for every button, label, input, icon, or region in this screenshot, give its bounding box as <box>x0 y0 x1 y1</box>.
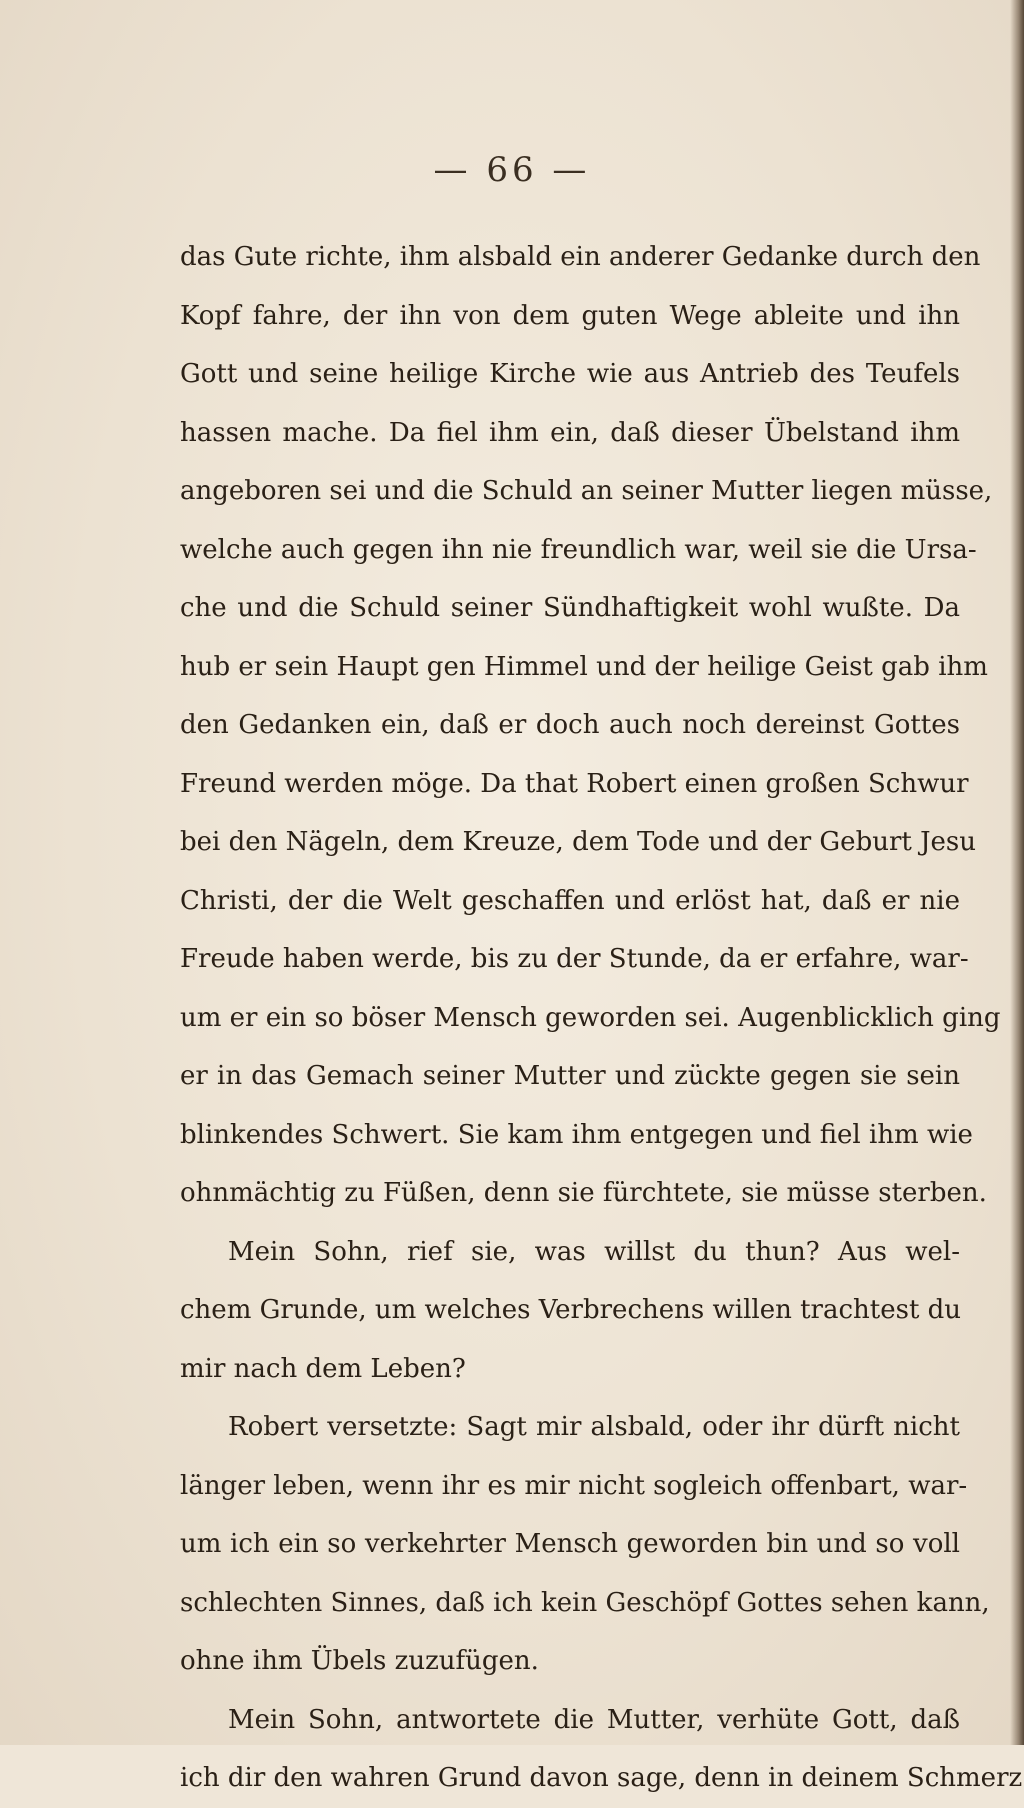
text-line: chem Grunde, um welches Verbrechens willen trachtest du <box>180 1295 962 1325</box>
text-line: Christi, der die Welt geschaffen und erlöst hat, daß er nie <box>180 885 960 916</box>
body-text <box>180 228 1023 1808</box>
text-line: er in das Gemach seiner Mutter und zückte gegen sie sein <box>180 1061 960 1091</box>
text-line: Freund werden möge. Da that Robert einen großen Schwur <box>180 768 969 799</box>
text-line: welche auch gegen ihn nie freundlich war, weil sie die Ursa- <box>180 534 977 565</box>
text-line: Mein Sohn, antwortete die Mutter, verhüte Gott, daß <box>228 1704 960 1735</box>
text-line: bei den Nägeln, dem Kreuze, dem Tode und der Geburt Jesu <box>180 827 976 857</box>
text-line: Kopf fahre, der ihn von dem guten Wege ableite und ihn <box>180 300 960 331</box>
text-line: hub er sein Haupt gen Himmel und der heilige Geist gab ihm <box>180 651 988 682</box>
text-line: hassen mache. Da fiel ihm ein, daß dieser Übelstand ihm <box>180 417 960 448</box>
text-line: Mein Sohn, rief sie, was willst du thun? Aus wel- <box>228 1236 960 1267</box>
text-line: ich dir den wahren Grund davon sage, denn in deinem Schmerz <box>180 1763 1023 1793</box>
paragraph <box>180 1398 990 1691</box>
text-line: um er ein so böser Mensch geworden sei. Augenblicklich ging <box>180 1002 1001 1033</box>
text-line: ohne ihm Übels zuzufügen. <box>180 1646 539 1676</box>
paragraph <box>180 1223 960 1399</box>
paragraph <box>180 1691 1023 1808</box>
text-line: das Gute richte, ihm alsbald ein anderer Gedanke durch den <box>180 242 981 272</box>
text-line: schlechten Sinnes, daß ich kein Geschöpf Gottes sehen kann, <box>180 1587 990 1618</box>
text-line: che und die Schuld seiner Sündhaftigkeit wohl wußte. Da <box>180 593 960 623</box>
text-line: angeboren sei und die Schuld an seiner Mutter liegen müsse, <box>180 476 993 506</box>
text-line: blinkendes Schwert. Sie kam ihm entgegen und fiel ihm wie <box>180 1119 973 1150</box>
paragraph <box>180 228 1001 1223</box>
text-line: mir nach dem Leben? <box>180 1353 466 1384</box>
text-line: ohnmächtig zu Füßen, denn sie fürchtete, sie müsse sterben. <box>180 1178 987 1208</box>
text-line: Robert versetzte: Sagt mir alsbald, oder ihr dürft nicht <box>228 1412 960 1442</box>
page-number: — 66 — <box>433 150 591 190</box>
text-line: Gott und seine heilige Kirche wie aus Antrieb des Teufels <box>180 359 960 389</box>
text-line: länger leben, wenn ihr es mir nicht sogleich offenbart, war- <box>180 1470 968 1501</box>
text-line: den Gedanken ein, daß er doch auch noch dereinst Gottes <box>180 710 960 740</box>
page-edge-shadow <box>1010 0 1024 1745</box>
text-line: Freude haben werde, bis zu der Stunde, da er erfahre, war- <box>180 944 969 974</box>
text-line: um ich ein so verkehrter Mensch geworden bin und so voll <box>180 1529 960 1559</box>
